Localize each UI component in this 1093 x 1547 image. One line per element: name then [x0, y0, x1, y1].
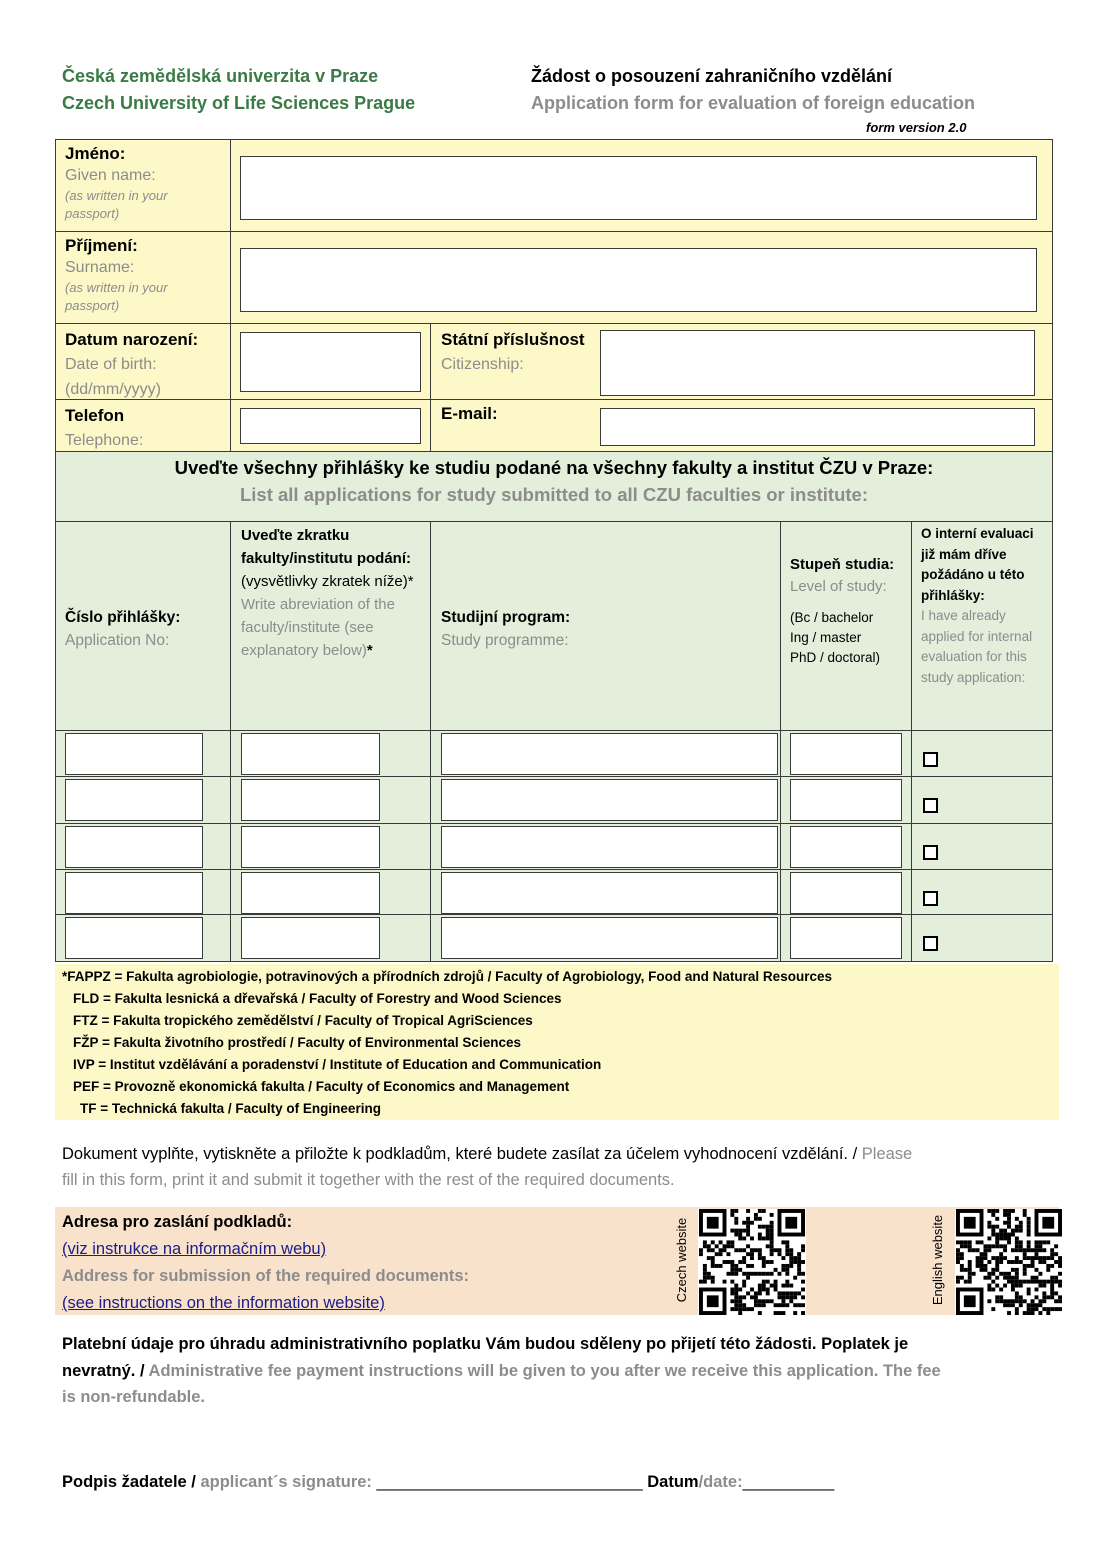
application-number-input[interactable] [65, 779, 203, 821]
col-level-note-1: (Bc / bachelor [790, 610, 874, 625]
level-of-study-input[interactable] [790, 733, 902, 775]
col-level-note [790, 608, 908, 668]
qr-code-english-icon[interactable] [955, 1209, 1063, 1315]
address-title-cz: Adresa pro zaslání podkladů: [62, 1213, 293, 1231]
internal-evaluation-checkbox[interactable] [923, 752, 938, 767]
legend-item-tf: TF = Technická fakulta / Faculty of Engineering [80, 1101, 381, 1116]
col-header-programme [441, 606, 570, 652]
divider [55, 776, 1053, 777]
col-level-note-3: PhD / doctoral) [790, 650, 881, 665]
dob-format: (dd/mm/yyyy) [65, 381, 161, 398]
divider [55, 823, 1053, 824]
qr-english-label: English website [930, 1214, 945, 1306]
internal-evaluation-checkbox[interactable] [923, 845, 938, 860]
divider [230, 521, 231, 962]
application-number-input[interactable] [65, 733, 203, 775]
col-header-internal [921, 524, 1051, 688]
study-programme-input[interactable] [441, 733, 778, 775]
col-internal-cz: O interní evaluaci již mám dříve požádáno u této přihlášky: [921, 526, 1034, 603]
signature-field[interactable]: _____________________________ [376, 1473, 643, 1491]
citizenship-input[interactable] [600, 330, 1035, 396]
payment-cz-2: nevratný. / [62, 1361, 145, 1380]
date-label-sep: / [698, 1473, 704, 1491]
col-level-cz: Stupeň studia: [790, 556, 895, 573]
application-number-input[interactable] [65, 826, 203, 868]
internal-evaluation-checkbox[interactable] [923, 798, 938, 813]
study-programme-input[interactable] [441, 826, 778, 868]
divider [911, 521, 912, 962]
address-link-en[interactable]: (see instructions on the information website) [62, 1294, 385, 1312]
col-faculty-cz-note: (vysvětlivky zkratek níže)* [241, 573, 414, 590]
divider [430, 521, 431, 962]
legend-item-fappz: *FAPPZ = Fakulta agrobiologie, potravinových a přírodních zdrojů / Faculty of Agrobiology, Food and Natural Resources [62, 969, 832, 984]
address-title-en: Address for submission of the required documents: [62, 1267, 470, 1285]
date-label-cz: Datum [647, 1473, 699, 1491]
faculty-abbreviation-input[interactable] [241, 826, 380, 868]
telephone-label-en: Telephone: [65, 432, 144, 449]
address-text [62, 1209, 469, 1317]
col-level-en: Level of study: [790, 578, 887, 595]
payment-en-1: Administrative fee payment instructions will be given to you after we receive this application. The fee [148, 1361, 941, 1380]
form-version: form version 2.0 [866, 120, 967, 135]
instructions-text [62, 1141, 1047, 1193]
col-faculty-star: * [366, 642, 373, 659]
date-label-en: date: [703, 1473, 743, 1491]
divider [55, 521, 1053, 522]
email-label: E-mail: [441, 404, 498, 423]
legend-item-fld: FLD = Fakulta lesnická a dřevařská / Faculty of Forestry and Wood Sciences [73, 991, 562, 1006]
study-programme-input[interactable] [441, 917, 778, 959]
col-internal-en: I have already applied for internal evaluation for this study application: [921, 608, 1033, 685]
university-name-cz: Česká zemědělská univerzita v Praze [62, 66, 379, 86]
given-name-note: (as written in your passport) [65, 188, 168, 221]
divider [55, 869, 1053, 870]
col-header-app-no [65, 606, 180, 652]
divider [55, 914, 1053, 915]
level-of-study-input[interactable] [790, 826, 902, 868]
faculty-abbreviation-input[interactable] [241, 733, 380, 775]
given-name-label-cz: Jméno: [65, 144, 126, 163]
payment-cz-1: Platební údaje pro úhradu administrativního poplatku Vám budou sděleny po přijetí této žádosti. Poplatek je [62, 1335, 909, 1353]
surname-label-cz: Příjmení: [65, 236, 138, 255]
instructions-cz: Dokument vyplňte, vytiskněte a přiložte k podkladům, které budete zasílat za účelem vyhodnocení vzdělání. / [62, 1145, 858, 1163]
citizenship-label [441, 327, 601, 377]
col-header-level [790, 554, 908, 668]
telephone-input[interactable] [240, 408, 421, 444]
study-programme-input[interactable] [441, 779, 778, 821]
instructions-en-1: Please [861, 1145, 913, 1163]
legend-list [62, 966, 832, 1120]
divider [55, 231, 1053, 232]
col-header-faculty [241, 524, 426, 662]
legend-item-pef: PEF = Provozně ekonomická fakulta / Faculty of Economics and Management [73, 1079, 570, 1094]
qr-code-czech-icon[interactable] [698, 1209, 806, 1315]
col-programme-cz: Studijní program: [441, 609, 571, 626]
surname-note: (as written in your passport) [65, 280, 168, 313]
telephone-label-cz: Telefon [65, 406, 125, 425]
study-programme-input[interactable] [441, 872, 778, 914]
level-of-study-input[interactable] [790, 872, 902, 914]
instructions-en-2: fill in this form, print it and submit it together with the rest of the required documents. [62, 1171, 675, 1189]
divider [780, 521, 781, 962]
signature-label-cz: Podpis žadatele / [62, 1473, 196, 1491]
surname-label-en: Surname: [65, 259, 135, 276]
col-app-no-en: Application No: [65, 632, 170, 649]
applications-heading-en: List all applications for study submitted to all CZU faculties or institute: [239, 484, 869, 505]
form-title-cz: Žádost o posouzení zahraničního vzdělání [531, 66, 893, 86]
given-name-label [65, 143, 225, 223]
dob-label [65, 327, 230, 402]
surname-input[interactable] [240, 248, 1037, 312]
col-faculty-cz: Uveďte zkratku fakulty/institutu podání: [241, 527, 411, 567]
internal-evaluation-checkbox[interactable] [923, 891, 938, 906]
divider [55, 730, 1053, 731]
university-name-en: Czech University of Life Sciences Prague [62, 93, 416, 113]
col-faculty-en: Write abreviation of the faculty/institute (see explanatory below) [241, 596, 395, 659]
citizenship-label-cz: Státní příslušnost [441, 330, 585, 349]
email-input[interactable] [600, 408, 1035, 446]
signature-label-en: applicant´s signature: [200, 1473, 372, 1491]
citizenship-label-en: Citizenship: [441, 356, 524, 373]
legend-item-ftz: FTZ = Fakulta tropického zemědělství / Faculty of Tropical AgriSciences [73, 1013, 533, 1028]
given-name-label-en: Given name: [65, 167, 156, 184]
faculty-abbreviation-input[interactable] [241, 779, 380, 821]
address-link-cz[interactable]: (viz instrukce na informačním webu) [62, 1240, 327, 1258]
col-level-note-2: Ing / master [790, 630, 862, 645]
legend-item-fzp: FŽP = Fakulta životního prostředí / Faculty of Environmental Sciences [73, 1035, 521, 1050]
divider [430, 323, 431, 452]
faculty-abbreviation-input[interactable] [241, 917, 380, 959]
divider [230, 139, 231, 452]
qr-czech-label: Czech website [674, 1217, 689, 1303]
signature-line [62, 1469, 834, 1495]
col-programme-en: Study programme: [441, 632, 569, 649]
faculty-abbreviation-input[interactable] [241, 872, 380, 914]
col-app-no-cz: Číslo přihlášky: [65, 609, 181, 626]
divider [55, 323, 1053, 324]
application-number-input[interactable] [65, 917, 203, 959]
given-name-input[interactable] [240, 156, 1037, 220]
applications-heading-cz: Uveďte všechny přihlášky ke studiu podané na všechny fakulty a institut ČZU v Praze: [174, 457, 934, 478]
surname-label [65, 235, 225, 315]
level-of-study-input[interactable] [790, 917, 902, 959]
payment-en-2: is non-refundable. [62, 1388, 206, 1406]
form-title-en: Application form for evaluation of foreign education [531, 93, 976, 113]
date-field[interactable]: __________ [742, 1473, 835, 1491]
payment-text [62, 1331, 1052, 1411]
internal-evaluation-checkbox[interactable] [923, 936, 938, 951]
dob-label-cz: Datum narození: [65, 330, 199, 349]
dob-input[interactable] [240, 332, 421, 392]
telephone-label [65, 403, 225, 453]
level-of-study-input[interactable] [790, 779, 902, 821]
dob-label-en: Date of birth: [65, 356, 157, 373]
application-number-input[interactable] [65, 872, 203, 914]
legend-item-ivp: IVP = Institut vzdělávání a poradenství / Institute of Education and Communication [73, 1057, 602, 1072]
